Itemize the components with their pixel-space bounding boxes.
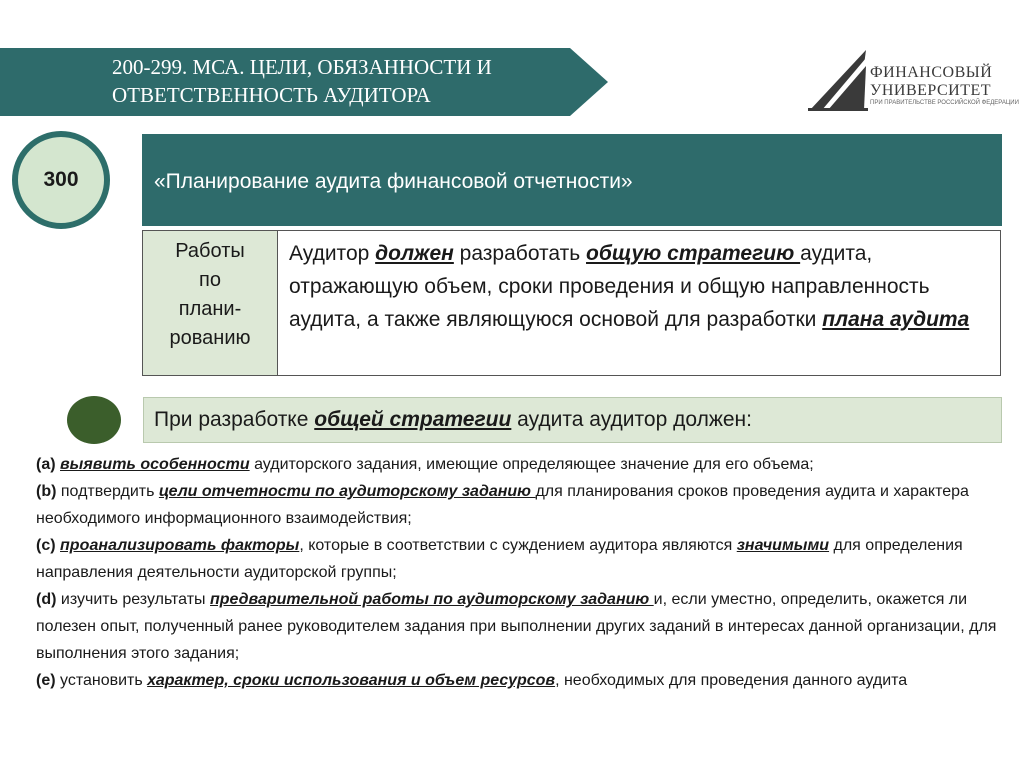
text-segment: , необходимых для проведения данного аудита [555,672,908,689]
standard-number: 300 [43,168,79,191]
obligation-item [36,478,1006,532]
strategy-note-bar [143,397,1002,443]
bullet-circle-icon [67,396,121,444]
logo-text-line3: ПРИ ПРАВИТЕЛЬСТВЕ РОССИЙСКОЙ ФЕДЕРАЦИИ [870,100,1019,106]
emphasis-phrase: предварительной работы по аудиторскому заданию [210,591,654,608]
planning-description [289,237,999,336]
page-title [112,53,572,109]
emphasis-must: должен [375,242,454,265]
emphasis-general-strategy: общей стратегии [314,408,512,431]
text-segment: аудиторского задания, имеющие определяющее значение для его объема; [249,456,814,473]
obligation-letter: (c) [36,537,56,554]
text-segment: разработать [453,242,587,265]
page-title-line2: ОТВЕТСТВЕННОСТЬ АУДИТОРА [112,83,431,107]
planning-label-line: по [199,269,221,291]
emphasis-phrase: значимыми [736,537,830,554]
obligation-letter: (e) [36,672,56,689]
logo-text-line2: УНИВЕРСИТЕТ [870,82,992,99]
standard-title: «Планирование аудита финансовой отчетности» [154,170,633,193]
text-segment: , которые в соответствии с суждением аудитора являются [299,537,737,554]
emphasis-general-strategy: общую стратегию [586,242,801,265]
emphasis-phrase: характер, сроки использования и объем ресурсов [147,672,556,689]
obligation-item [36,586,1006,667]
obligation-letter: (b) [36,483,57,500]
emphasis-phrase: цели отчетности по аудиторскому заданию [158,483,536,500]
obligation-item [36,451,1006,478]
text-segment: При разработке [154,408,315,431]
planning-label-line: Работы [175,240,245,262]
standard-number-badge [12,131,110,229]
text-segment: установить [55,672,148,689]
obligation-letter: (d) [36,591,57,608]
emphasis-phrase: проанализировать факторы [60,537,300,554]
page-title-line1: 200-299. МСА. ЦЕЛИ, ОБЯЗАННОСТИ И [112,55,492,79]
planning-label-line: рованию [169,327,251,349]
strategy-note-text [154,408,752,432]
text-segment: аудита аудитор должен: [511,408,752,431]
emphasis-audit-plan: плана аудита [822,308,970,331]
obligation-item [36,532,1006,586]
text-segment: и, если уместно, определить, окажется ли полезен опыт, полученный ранее руководителем задания при выполнении других заданий в интересах данной организации, для выполнения этого задания; [36,591,997,662]
text-segment: для планирования сроков проведения аудита и характера необходимого информационного взаимодействия; [36,483,969,527]
text-segment: подтвердить [56,483,159,500]
standard-title-bar [142,134,1002,226]
planning-label-cell [143,231,278,375]
planning-label-line: плани- [178,298,242,320]
university-logo [808,48,1019,114]
text-segment: для определения направления деятельности аудиторской группы; [36,537,963,581]
obligation-letter: (a) [36,456,56,473]
emphasis-phrase: выявить особенности [60,456,250,473]
planning-row [142,230,1001,376]
logo-text-line1: ФИНАНСОВЫЙ [870,64,993,81]
logo-emblem-icon [808,48,868,112]
text-segment: аудита, отражающую объем, сроки проведения и общую направленность аудита, а также являющуюся основой для разработки [289,242,930,331]
text-segment: Аудитор [289,242,376,265]
obligations-list [36,451,1006,694]
obligation-item [36,667,1006,694]
text-segment: изучить результаты [56,591,210,608]
